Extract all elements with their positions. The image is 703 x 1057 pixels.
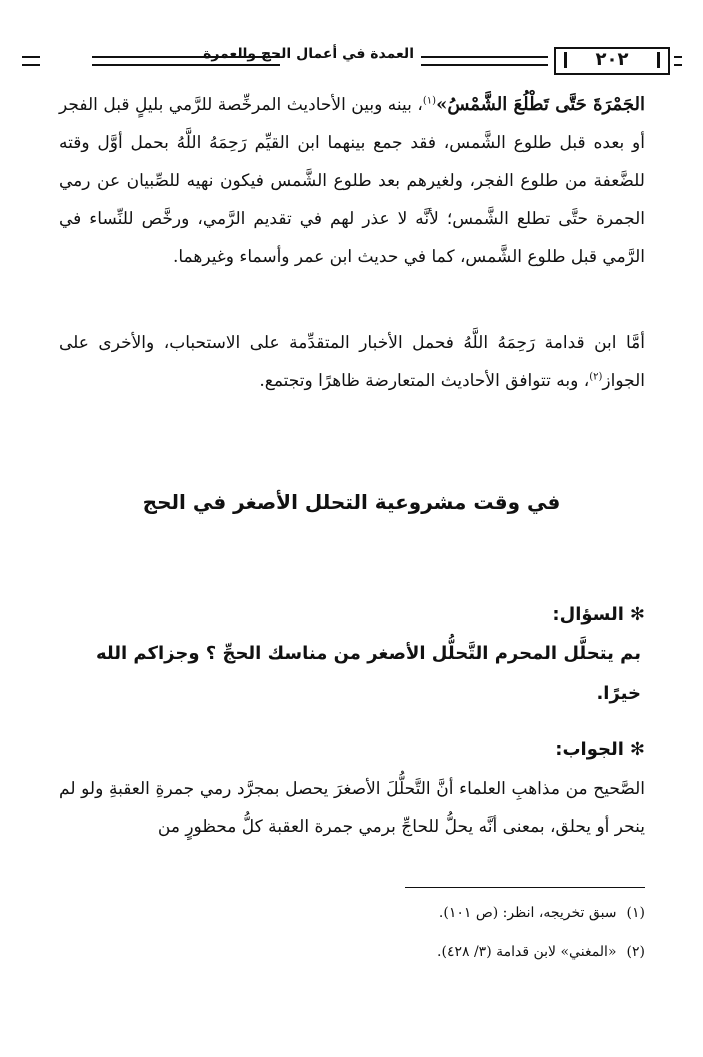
question-label (552, 604, 645, 625)
body-paragraph-2 (59, 324, 645, 400)
answer-paragraph (59, 770, 645, 846)
footnote-1 (439, 905, 645, 921)
footnote-2 (437, 944, 645, 960)
header-rule (22, 56, 40, 66)
answer-label-text: الجواب: (555, 739, 624, 760)
footnote-ref-1[interactable]: (١) (422, 95, 437, 107)
star-icon: ✻ (629, 739, 645, 760)
paragraph-text: أمَّا ابن قدامة رَحِمَهُ اللَّهُ فحمل الأخبار المتقدِّمة على الاستحباب، والأخرى على الجواز (59, 333, 645, 391)
body-paragraph-1 (59, 86, 645, 276)
question-label-text: السؤال: (552, 604, 624, 625)
section-heading: في وقت مشروعية التحلل الأصغر في الحج (142, 490, 561, 514)
header-rule (674, 56, 682, 66)
paragraph-text: ، بينه وبين الأحاديث المرخِّصة للرَّمي بليلٍ قبل الفجر أو بعده قبل طلوع الشَّمس، فقد جمع بينهما ابن القيِّم رَحِمَهُ اللَّهُ بحمل أوَّل وقته للضَّعفة من طلوع الفجر، ولغيرهم بعد طلوع الشَّمس فيكون نهيه للصِّبيان عن رمي الجمرة حتَّى تطلع الشَّمس؛ لأنَّه لا عذر لهم في تقديم الرَّمي، ورخَّص للنِّساء في الرَّمي قبل طلوع الشَّمس، كما في حديث ابن عمر وأسماء وغيرهما. (59, 95, 645, 267)
running-title: العمدة في أعمال الحج والعمرة (203, 46, 414, 62)
header-rule (421, 56, 548, 66)
paragraph-text: ، وبه تتوافق الأحاديث المتعارضة ظاهرًا وتجتمع. (259, 371, 590, 391)
footnote-ref-2[interactable]: (٢) (589, 371, 603, 383)
footnote-number: (٢) (626, 944, 645, 960)
footnote-number: (١) (626, 905, 645, 921)
page-header (22, 46, 682, 72)
star-icon: ✻ (629, 604, 645, 625)
header-rule (92, 56, 280, 66)
answer-text: الصَّحيح من مذاهبِ العلماء أنَّ التَّحلُّلَ الأصغرَ يحصل بمجرَّد رمي جمرةِ العقبةِ ولو لم ينحر أو يحلق، بمعنى أنَّه يحلُّ للحاجِّ برمي جمرة العقبة كلُّ محظورٍ من (59, 779, 645, 837)
question-text: بم يتحلَّل المحرم التَّحلُّل الأصغر من مناسك الحجِّ ؟ وجزاكم الله خيرًا. (95, 643, 641, 704)
answer-label (555, 739, 645, 760)
footnote-text: «المغني» لابن قدامة (٣/ ٤٢٨). (437, 944, 617, 960)
quoted-hadith: الجَمْرَةَ حَتَّى تَطْلُعَ الشَّمْسُ» (436, 94, 645, 115)
page-number: ٢٠٢ (554, 47, 670, 75)
footnote-separator (405, 887, 645, 888)
footnote-text: سبق تخريجه، انظر: (ص ١٠١). (438, 905, 617, 921)
